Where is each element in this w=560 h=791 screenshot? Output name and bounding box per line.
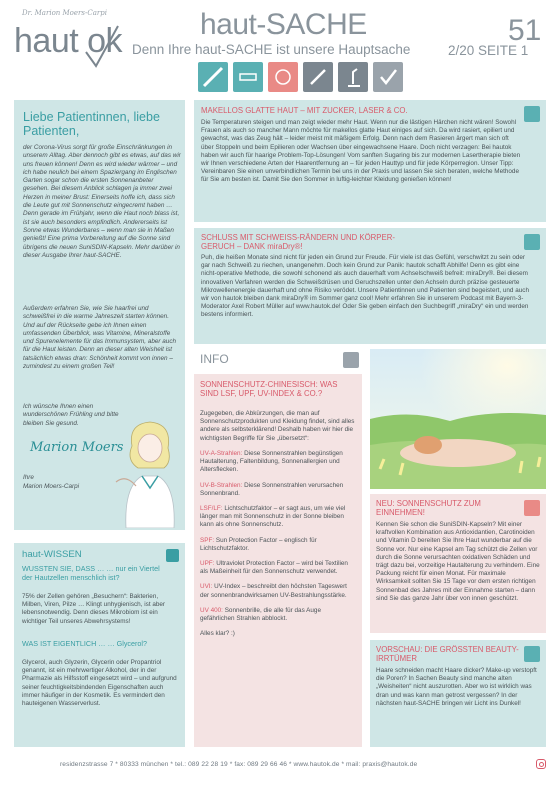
nav-icons (198, 62, 403, 92)
neu-panel (370, 494, 546, 633)
issue-page: 2/20 SEITE 1 (448, 43, 529, 58)
instagram-icon[interactable] (536, 759, 546, 769)
signature: Marion Moers (30, 440, 124, 455)
vorschau-body: Haare schneiden macht Haare dicker? Make-up verstopft die Poren? In Sachen Beauty sind manche alten „Weisheiten“ nicht auszurotten. Aber wo ist wirklich was dran und was kann man getrost vergessen? In der nächsten haut-SACHE bringen wir Licht ins Dunkel! (376, 667, 537, 707)
info-term-text: Lichtschutzfaktor – er sagt aus, um wie viel länger man mit Sonnenschutz in der Sonne bleiben kann als ohne Sonnenschutz. (200, 505, 346, 529)
letter-paragraph-2: Außerdem erfahren Sie, wie Sie haarfrei und schweißfrei in die warme Jahreszeit starten können. Und auf der Rückseite gebe ich Ihnen einen umfassenden Überblick, was Vitamine, Mineralstoffe und Spurenelemente für das Immunsystem, aber auch für die Haut leisten. Denn an dieser alten Weisheit ist tatsächlich etwas dran: Schönheit kommt von innen – zumindest zu einem großen Teil! (23, 305, 177, 371)
info-term: UV 400: (200, 606, 223, 614)
wissen-answer-2: Glycerol, auch Glyzerin, Glycerin oder Propantriol genannt, ist ein mehrwertiger Alkohol, der in der Pharmazie als Hilfsstoff eingesetzt wird – und aufgrund seiner feuchtigkeitsbindenden Eigenschaften auch immer häufiger in der Kosmetik. Es vermindert den hauteigenen Wasserverlust. (22, 659, 177, 708)
ruler-small-icon (524, 234, 540, 250)
info-term-item (200, 560, 356, 576)
ruler-icon[interactable] (233, 62, 263, 92)
makellos-body: Die Temperaturen steigen und man zeigt wieder mehr Haut. Wenn nur die lästigen Härchen nicht wären! Sowohl Frauen als auch so mancher Mann möchte für makellos glatte Haut einiges auf sich. Da wird rasiert, epiliert und gewachst, was das Zeug hält – leider meist mit mäßigem Erfolg. Denn nach dem Rasieren ärgert man sich oft über Stoppeln und beim Epilieren oder Wachsen über eingewachsene Haare. Doch nicht verzagen: Bei hautok haben wir auch für haarige Problem-Top-Lösungen! Vom sanften Sugaring bis zur modernen Lasertherapie bieten wir Ihnen verschiedene Arten der Haarentfernung an – für jeden Hauttyp und für jede Körperregion. Unser Tipp: Vereinbaren Sie einen unverbindlichen Termin bei uns in der Praxis und lassen Sie sich beraten, welche Methode für Sie am besten ist. Damit Sie den Sommer in luftig-leichter Kleidung genießen können! (201, 119, 521, 184)
info-intro: Zugegeben, die Abkürzungen, die man auf Sonnenschutzprodukten und Kleidung findet, sind alles andere als selbsterklärend! Deshalb haben wir hier die wichtigsten Begriffe für Sie „übersetzt“: (200, 410, 355, 442)
info-title: SONNENSCHUTZ-CHINESISCH: WAS SIND LSF, UPF, UV-INDEX & CO.? (200, 380, 338, 399)
makellos-panel (194, 100, 546, 222)
info-term-item (200, 450, 356, 475)
face-icon[interactable] (268, 62, 298, 92)
info-label: INFO (200, 352, 229, 366)
info-term: UV-A-Strahlen: (200, 450, 243, 457)
meadow-photo (370, 349, 546, 489)
vorschau-title: VORSCHAU: DIE GRÖSSTEN BEAUTY-IRRTÜMER (376, 645, 519, 664)
microscope-icon[interactable] (338, 62, 368, 92)
info-term-item (200, 505, 356, 530)
info-term-item (200, 583, 356, 599)
schluss-body: Puh, die heißen Monate sind nicht für jeden ein Grund zur Freude. Für viele ist das Gefühl, verschwitzt zu sein oder gar nach Schweiß zu riechen, unangenehm. Doch kein Grund zur Panik: hautok schafft Abhilfe! Denn es gibt eine nicht-operative Methode, die sowohl schonend als auch dauerhaft vom Achselschweiß befreit: miraDry®. Bei diesem innovativen Verfahren werden die Schweißdrüsen und Geruchszellen unter den Achseln durch präzise gesteuerte Mikrowellenenergie dauerhaft und ohne Risiko verödet. Unsere Patientinnen und Patienten sind begeistert, und auch wir von hautok bleiben dank miraDry® im Sommer ganz cool! Mehr erfahren Sie in unserem Podcast mit Bayern-3-Moderator Axel Robert Müller auf www.hautok.de! Oder Sie geben einfach den Suchbegriff „miraDry“ ein und werden bestens informiert. (201, 254, 529, 319)
footer-contact: residenzstrasse 7 * 80333 münchen * tel.: 089 22 28 19 * fax: 089 29 66 46 * www.hautok.de * mail: praxis@hautok.de (60, 761, 418, 768)
haut-wissen-panel (14, 543, 185, 747)
checkmark-icon[interactable] (373, 62, 403, 92)
letter-sign-off-1: Ihre (23, 474, 34, 481)
info-term-text: Diese Sonnenstrahlen begünstigen Hautalterung, Faltenbildung, Sonnenallergien und Altersflecken. (200, 450, 343, 474)
wissen-question-2: WAS IST EIGENTLICH … … Glycerol? (22, 639, 148, 648)
info-term: UV-B-Strahlen: (200, 481, 243, 489)
logo: haut ok (14, 22, 123, 60)
wissen-question-1: WUSSTEN SIE, DASS … … nur ein Viertel der Hautzellen menschlich ist? (22, 564, 160, 582)
info-terms (200, 450, 356, 638)
info-outro: Alles klar? :) (200, 630, 235, 638)
makellos-title: MAKELLOS GLATTE HAUT – MIT ZUCKER, LASER & CO. (201, 106, 408, 115)
doctor-illustration (114, 416, 184, 528)
info-term-text: UV-Index – beschreibt den höchsten Tageswert der sonnenbrandwirksamen UV-Bestrahlungsstärke. (200, 583, 347, 599)
sun-small-icon (524, 500, 540, 516)
neu-title: NEU: SONNENSCHUTZ ZUM EINNEHMEN! (376, 499, 481, 518)
laser-small-icon (524, 106, 540, 122)
wissen-answer-1: 75% der Zellen gehören „Besuchern“: Bakterien, Milben, Viren, Pilze … Klingt unhygienisch, ist aber lebensnotwendig. Denn dieses Mikrobiom ist ein wichtiger Teil unseres Abwehrsystems! (22, 593, 166, 625)
vorschau-panel (370, 640, 546, 747)
neu-body: Kennen Sie schon die SuniSDIN-Kapseln? Mit einer kraftvollen Kombination aus Antioxidantien, Carotinoiden und Vitamin D bereiten Sie Ihre Haut wunderbar auf die Sonne vor. Nur eine Kapsel am Tag schützt die Zellen vor durch die Sonne verursachten oxidativen Schäden und trägt dazu bei, vorzeitige Hautalterung zu verhindern. Eine Packung reicht für einen Monat. Für maximale Wirksamkeit sollten Sie 15 Tage vor dem ersten richtigen Sonnenbad des Jahres mit der Einnahme starten – dann sind Sie das ganze Jahr über von innen geschützt. (376, 521, 540, 602)
brand-subtitle: Denn Ihre haut-SACHE ist unsere Hauptsache (132, 42, 411, 57)
schluss-panel (194, 228, 546, 344)
logo-check-icon (82, 22, 122, 70)
info-term-text: Diese Sonnenstrahlen verursachen Sonnenbrand. (200, 481, 344, 497)
info-term-item (200, 482, 356, 498)
logo-script-name: Dr. Marion Moers-Carpi (22, 9, 107, 17)
letter-greeting: Liebe Patientinnen, liebe Patienten, (23, 110, 160, 138)
letter-panel (14, 100, 185, 530)
schluss-title: SCHLUSS MIT SCHWEISS-RÄNDERN UND KÖRPER-GERUCH – DANK miraDry®! (201, 233, 395, 252)
info-term: UVI: (200, 583, 213, 591)
ruler-small-icon-2 (524, 646, 540, 662)
haut-wissen-title: haut-WISSEN (22, 549, 82, 560)
info-term-text: Sonnenbrille, die alle für das Auge gefährlichen Strahlen abblockt. (200, 606, 321, 623)
letter-paragraph-1: der Corona-Virus sorgt für große Einschränkungen in unserem Alltag. Aber dennoch gibt es etwas, auf das wir uns freuen können! Denn es wird wieder wärmer – und ich habe neulich bei einem Spaziergang im Englischen Garten sogar schon die ersten Sonnenanbeter gesehen. Bei diesem Anblick schlagen ja immer zwei Herzen in meiner Brust: Einerseits hoffe ich, dass sich die Leute gut mit Sonnenschutz eingecremt haben … Denn gerade im Frühjahr, wenn die Haut noch blass ist, ist sie auch besonders empfindlich. Andererseits ist Sonne etwas Wunderbares – wenn man sie in Maßen genießt! Eine prima Vorbereitung auf die Sonne sind übrigens die neuen SuniSDIN-Kapseln. Mehr darüber in dieser Ausgabe Ihrer haut-SACHE. (23, 144, 181, 259)
info-panel (194, 374, 362, 747)
info-term-item (200, 607, 356, 623)
info-term: UPF: (200, 560, 215, 568)
info-term-item (200, 537, 356, 553)
info-term: SPF: (200, 536, 215, 544)
issue-number: 51 (508, 14, 542, 47)
letter-sign-off-2: Marion Moers-Carpi (23, 483, 80, 490)
info-term-text: Sun Protection Factor – englisch für Lichtschutzfaktor. (200, 536, 317, 552)
brand-title: haut-SACHE (200, 8, 367, 41)
letter-paragraph-3: Ich wünsche Ihnen einen wunderschönen Frühling und bitte bleiben Sie gesund. (23, 403, 119, 427)
check-small-icon (343, 352, 359, 368)
syringe-small-icon (166, 549, 179, 562)
info-term-text: Ultraviolet Protection Factor – wird bei Textilien als Maßeinheit für den Sonnenschutz verwendet. (200, 560, 348, 576)
syringe-icon[interactable] (303, 62, 333, 92)
info-term: LSF/LF: (200, 505, 223, 513)
laser-icon[interactable] (198, 62, 228, 92)
